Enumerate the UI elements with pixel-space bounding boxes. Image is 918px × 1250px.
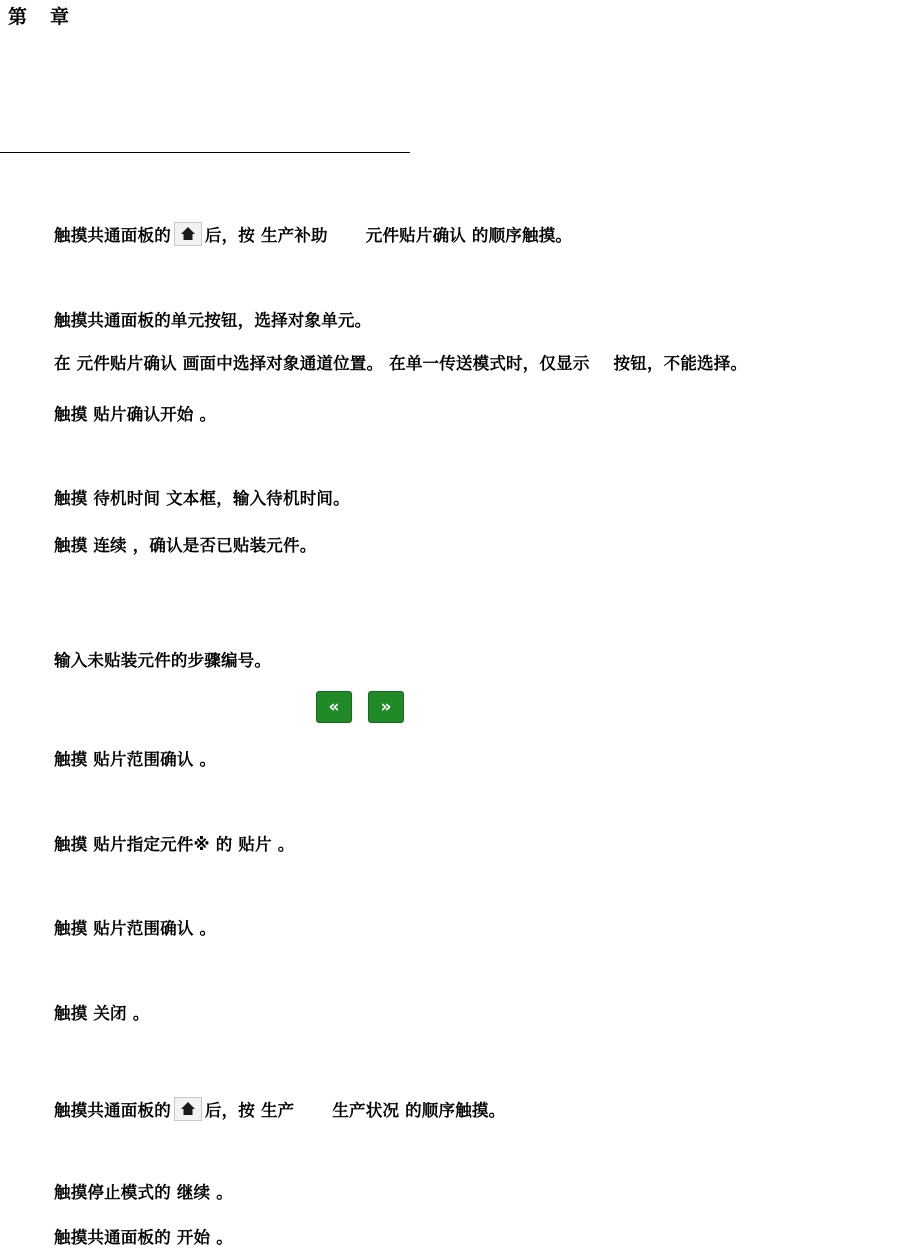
step-touch-home-production-assist bbox=[54, 222, 572, 246]
step-select-channel bbox=[54, 354, 747, 374]
step-touch-range-check-1 bbox=[54, 750, 216, 770]
step-text: 触摸共通面板的 bbox=[54, 226, 171, 245]
chapter-heading: 第 章 bbox=[8, 6, 72, 28]
step-text: 触摸 贴片确认开始 。 bbox=[54, 405, 217, 424]
step-text: 生产状况 的顺序触摸。 bbox=[332, 1101, 506, 1120]
next-button[interactable]: » bbox=[368, 691, 404, 723]
home-icon[interactable] bbox=[174, 222, 202, 246]
step-touch-wait-time bbox=[54, 489, 350, 509]
step-touch-home-production-status bbox=[54, 1097, 505, 1121]
step-select-unit bbox=[54, 311, 371, 331]
step-text: 按钮，不能选择。 bbox=[613, 354, 748, 373]
step-text: 触摸 连续 ，确认是否已贴装元件。 bbox=[54, 536, 317, 555]
step-touch-specified-part bbox=[54, 835, 294, 855]
step-touch-continuous bbox=[54, 536, 316, 556]
step-touch-range-check-2 bbox=[54, 919, 216, 939]
step-touch-stop-mode-continue bbox=[54, 1183, 233, 1203]
step-text: 后，按 生产补助 bbox=[204, 226, 328, 245]
pager-navigation bbox=[316, 691, 404, 723]
step-text: 输入未贴装元件的步骤编号。 bbox=[54, 651, 272, 670]
step-touch-close bbox=[54, 1004, 149, 1024]
step-touch-start-placement-check bbox=[54, 405, 216, 425]
step-text: 触摸 贴片范围确认 。 bbox=[54, 750, 217, 769]
step-text: 触摸共通面板的 开始 。 bbox=[54, 1228, 233, 1247]
step-text: 触摸 贴片指定元件※ 的 贴片 。 bbox=[54, 835, 295, 854]
step-input-step-number bbox=[54, 651, 271, 671]
horizontal-divider bbox=[0, 152, 410, 153]
step-text: 触摸停止模式的 继续 。 bbox=[54, 1183, 233, 1202]
step-text: 触摸 关闭 。 bbox=[54, 1004, 150, 1023]
home-icon[interactable] bbox=[174, 1097, 202, 1121]
step-text: 触摸共通面板的单元按钮，选择对象单元。 bbox=[54, 311, 372, 330]
prev-button[interactable]: « bbox=[316, 691, 352, 723]
step-text: 后，按 生产 bbox=[204, 1101, 295, 1120]
step-text: 触摸共通面板的 bbox=[54, 1101, 171, 1120]
step-text: 元件贴片确认 的顺序触摸。 bbox=[365, 226, 573, 245]
step-touch-common-start bbox=[54, 1228, 233, 1248]
step-text: 触摸 待机时间 文本框，输入待机时间。 bbox=[54, 489, 350, 508]
step-text: 触摸 贴片范围确认 。 bbox=[54, 919, 217, 938]
step-text: 在 元件贴片确认 画面中选择对象通道位置。 在单一传送模式时，仅显示 bbox=[54, 354, 590, 373]
